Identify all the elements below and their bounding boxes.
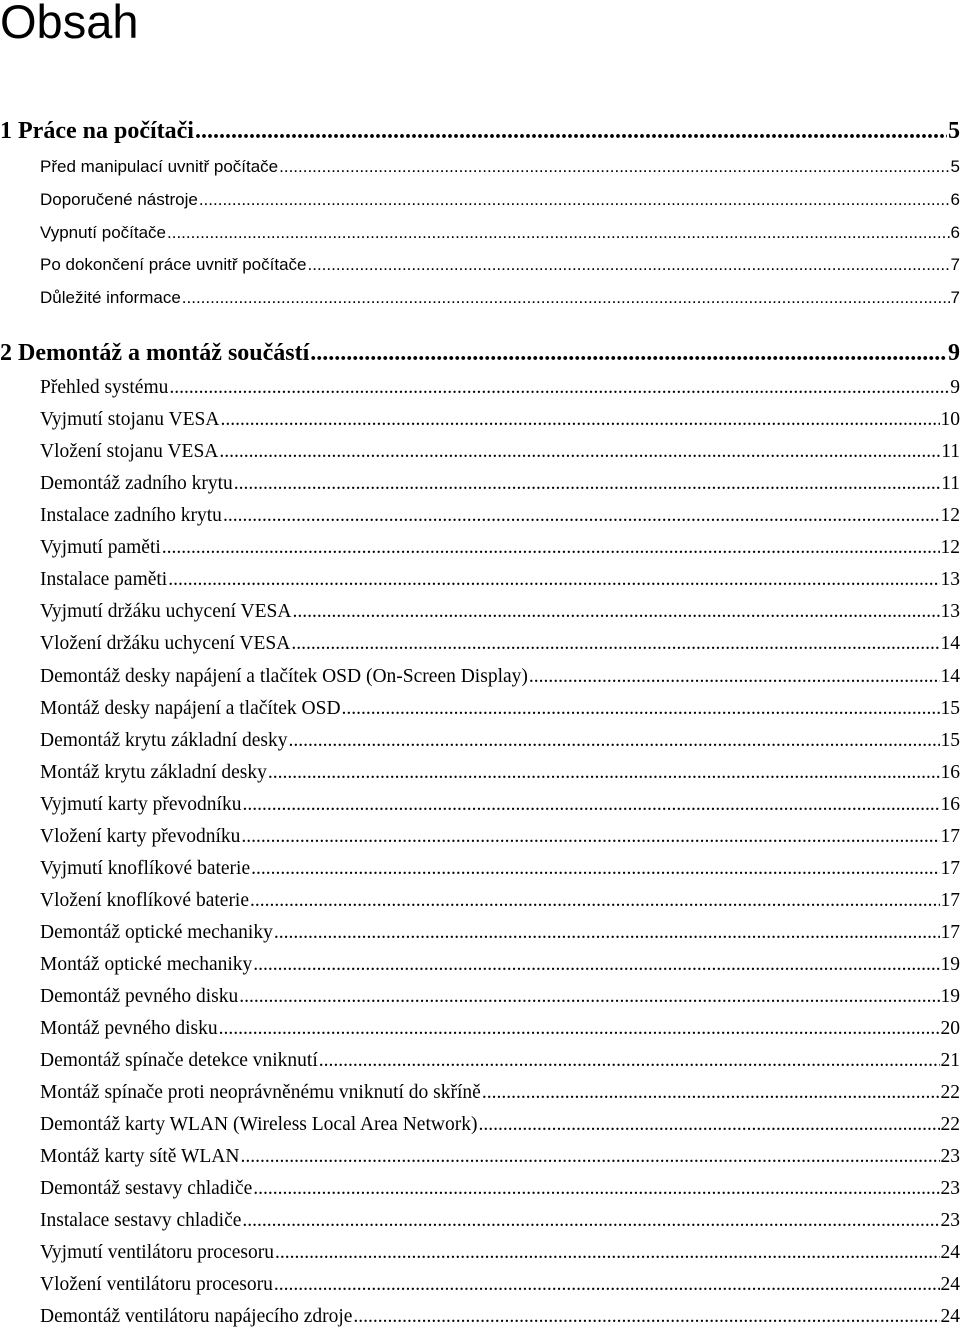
toc-item[interactable] — [0, 157, 960, 177]
toc-page-number: 9 — [950, 377, 960, 398]
toc-item[interactable] — [0, 377, 960, 399]
toc-item[interactable] — [0, 1050, 960, 1072]
toc-leader — [241, 826, 939, 848]
toc-item[interactable] — [0, 569, 960, 591]
toc-item-label: Demontáž zadního krytu — [40, 473, 233, 494]
toc-page-number: 14 — [940, 633, 960, 654]
toc-item-label: Demontáž pevného disku — [40, 986, 239, 1007]
toc-page-number: 22 — [940, 1082, 960, 1103]
toc-leader — [342, 698, 940, 720]
toc-page-number: 9 — [948, 340, 960, 366]
toc-item-label: Instalace zadního krytu — [40, 505, 222, 526]
toc-leader — [251, 858, 939, 880]
toc-item[interactable] — [0, 505, 960, 527]
toc-leader — [223, 505, 940, 527]
toc-item-label: Demontáž karty WLAN (Wireless Local Area Network) — [40, 1114, 478, 1135]
toc-page-number: 17 — [940, 890, 960, 911]
toc-page-number: 17 — [940, 826, 960, 847]
toc-leader — [291, 633, 939, 655]
toc-chapter-label: 1 Práce na počítači — [0, 118, 194, 144]
toc-item-label: Demontáž krytu základní desky — [40, 730, 288, 751]
toc-item[interactable] — [0, 441, 960, 463]
toc-chapter[interactable] — [0, 118, 960, 145]
toc-item[interactable] — [0, 890, 960, 912]
toc-leader — [242, 794, 939, 816]
toc-item-label: Vyjmutí karty převodníku — [40, 794, 242, 815]
toc-page-number: 20 — [940, 1018, 960, 1039]
toc-item[interactable] — [0, 698, 960, 720]
toc-leader — [275, 1242, 940, 1264]
toc-leader — [219, 441, 940, 463]
toc-item[interactable] — [0, 537, 960, 559]
toc-item[interactable] — [0, 858, 960, 880]
toc-page-number: 6 — [950, 223, 960, 242]
toc-page-number: 6 — [950, 190, 960, 209]
toc-leader — [253, 954, 939, 976]
toc-item[interactable] — [0, 1274, 960, 1296]
toc-page-number: 5 — [948, 118, 960, 144]
toc-leader — [221, 409, 940, 431]
toc-leader — [195, 118, 947, 145]
toc-page-number: 15 — [940, 698, 960, 719]
toc-page-number: 14 — [940, 666, 960, 687]
toc-leader — [168, 569, 939, 591]
toc-item[interactable] — [0, 633, 960, 655]
toc-item[interactable] — [0, 794, 960, 816]
toc-item-label: Montáž desky napájení a tlačítek OSD — [40, 698, 341, 719]
toc-item-label: Doporučené nástroje — [40, 190, 198, 209]
toc-page-number: 15 — [940, 730, 960, 751]
toc-leader — [242, 1210, 939, 1232]
toc-item-label: Vložení karty převodníku — [40, 826, 241, 847]
toc-page-number: 10 — [940, 409, 960, 430]
toc-page-number: 5 — [950, 157, 960, 176]
toc-leader — [199, 190, 950, 210]
toc-leader — [529, 666, 940, 688]
toc-leader — [268, 762, 940, 784]
toc-page-number: 17 — [940, 858, 960, 879]
toc-item[interactable] — [0, 666, 960, 688]
toc-item-label: Demontáž optické mechaniky — [40, 922, 273, 943]
toc-item-label: Vložení ventilátoru procesoru — [40, 1274, 273, 1295]
toc-leader — [274, 1274, 940, 1296]
toc-page-number: 16 — [940, 762, 960, 783]
toc-item[interactable] — [0, 1146, 960, 1168]
toc-leader — [353, 1306, 939, 1328]
toc-item-label: Vyjmutí knoflíkové baterie — [40, 858, 251, 879]
toc-item[interactable] — [0, 190, 960, 210]
toc-item-label: Demontáž spínače detekce vniknutí — [40, 1050, 318, 1071]
toc-leader — [169, 377, 949, 399]
toc-item-label: Před manipulací uvnitř počítače — [40, 157, 279, 176]
toc-item-label: Vyjmutí držáku uchycení VESA — [40, 601, 292, 622]
toc-item[interactable] — [0, 1242, 960, 1264]
toc-leader — [279, 157, 949, 177]
toc-item-label: Montáž krytu základní desky — [40, 762, 267, 783]
toc-item[interactable] — [0, 986, 960, 1008]
toc-item-label: Vypnutí počítače — [40, 223, 167, 242]
toc-item[interactable] — [0, 1306, 960, 1328]
toc-item-label: Montáž karty sítě WLAN — [40, 1146, 240, 1167]
toc-leader — [482, 1082, 940, 1104]
toc-leader — [478, 1114, 939, 1136]
toc-item-label: Vložení knoflíkové baterie — [40, 890, 250, 911]
toc-leader — [319, 1050, 940, 1072]
toc-item-label: Přehled systému — [40, 377, 169, 398]
toc-page-number: 24 — [940, 1306, 960, 1327]
toc-page-number: 12 — [940, 505, 960, 526]
toc-page-number: 23 — [940, 1178, 960, 1199]
toc-page-number: 24 — [940, 1242, 960, 1263]
toc-page-number: 16 — [940, 794, 960, 815]
toc-page-number: 7 — [950, 255, 960, 274]
toc-item[interactable] — [0, 1178, 960, 1200]
toc-page-number: 23 — [940, 1210, 960, 1231]
toc-item[interactable] — [0, 730, 960, 752]
toc-leader — [167, 223, 950, 243]
toc-item-label: Demontáž desky napájení a tlačítek OSD (On-Screen Display) — [40, 666, 528, 687]
toc-page-number: 17 — [940, 922, 960, 943]
toc-item[interactable] — [0, 601, 960, 623]
toc-chapter[interactable] — [0, 340, 960, 367]
toc-item-label: Vyjmutí paměti — [40, 537, 161, 558]
toc-page-number: 7 — [950, 288, 960, 307]
toc-item-label: Po dokončení práce uvnitř počítače — [40, 255, 307, 274]
toc-page-number: 19 — [940, 986, 960, 1007]
toc-item[interactable] — [0, 762, 960, 784]
toc-leader — [310, 340, 947, 367]
toc-item[interactable] — [0, 954, 960, 976]
toc-leader — [234, 473, 940, 495]
toc-chapter-label: 2 Demontáž a montáž součástí — [0, 340, 310, 366]
toc-page-number: 12 — [940, 537, 960, 558]
toc-page-number: 13 — [940, 601, 960, 622]
toc-leader — [288, 730, 939, 752]
toc-item-label: Montáž pevného disku — [40, 1018, 218, 1039]
toc-leader — [239, 986, 939, 1008]
toc-page-number: 21 — [940, 1050, 960, 1071]
toc-leader — [250, 890, 939, 912]
toc-page-number: 24 — [940, 1274, 960, 1295]
toc-item[interactable] — [0, 473, 960, 495]
toc-item-label: Vyjmutí stojanu VESA — [40, 409, 220, 430]
toc-page-number: 11 — [941, 441, 960, 462]
toc-item[interactable] — [0, 409, 960, 431]
toc-item[interactable] — [0, 1210, 960, 1232]
toc-item-label: Vyjmutí ventilátoru procesoru — [40, 1242, 274, 1263]
toc-item[interactable] — [0, 255, 960, 275]
toc-leader — [219, 1018, 940, 1040]
toc-leader — [240, 1146, 939, 1168]
toc-item[interactable] — [0, 288, 960, 308]
toc-item-label: Demontáž sestavy chladiče — [40, 1178, 253, 1199]
toc-page-number: 22 — [940, 1114, 960, 1135]
toc-item[interactable] — [0, 1082, 960, 1104]
toc-item-label: Montáž optické mechaniky — [40, 954, 253, 975]
toc-item-label: Instalace paměti — [40, 569, 168, 590]
toc-item-label: Důležité informace — [40, 288, 181, 307]
page-title: Obsah — [0, 0, 139, 48]
toc-page-number: 11 — [941, 473, 960, 494]
toc-item-label: Demontáž ventilátoru napájecího zdroje — [40, 1306, 353, 1327]
toc-page-number: 13 — [940, 569, 960, 590]
toc-item-label: Montáž spínače proti neoprávněnému vniknutí do skříně — [40, 1082, 481, 1103]
toc-item-label: Instalace sestavy chladiče — [40, 1210, 242, 1231]
toc-leader — [274, 922, 940, 944]
toc-item[interactable] — [0, 223, 960, 243]
toc-leader — [292, 601, 939, 623]
toc-item[interactable] — [0, 1018, 960, 1040]
toc-item[interactable] — [0, 922, 960, 944]
toc-leader — [253, 1178, 939, 1200]
toc-page-number: 23 — [940, 1146, 960, 1167]
toc-item-label: Vložení držáku uchycení VESA — [40, 633, 291, 654]
toc-item[interactable] — [0, 1114, 960, 1136]
toc-leader — [182, 288, 950, 308]
toc-item-label: Vložení stojanu VESA — [40, 441, 219, 462]
toc-page-number: 19 — [940, 954, 960, 975]
toc-item[interactable] — [0, 826, 960, 848]
toc-leader — [162, 537, 940, 559]
toc-leader — [308, 255, 950, 275]
